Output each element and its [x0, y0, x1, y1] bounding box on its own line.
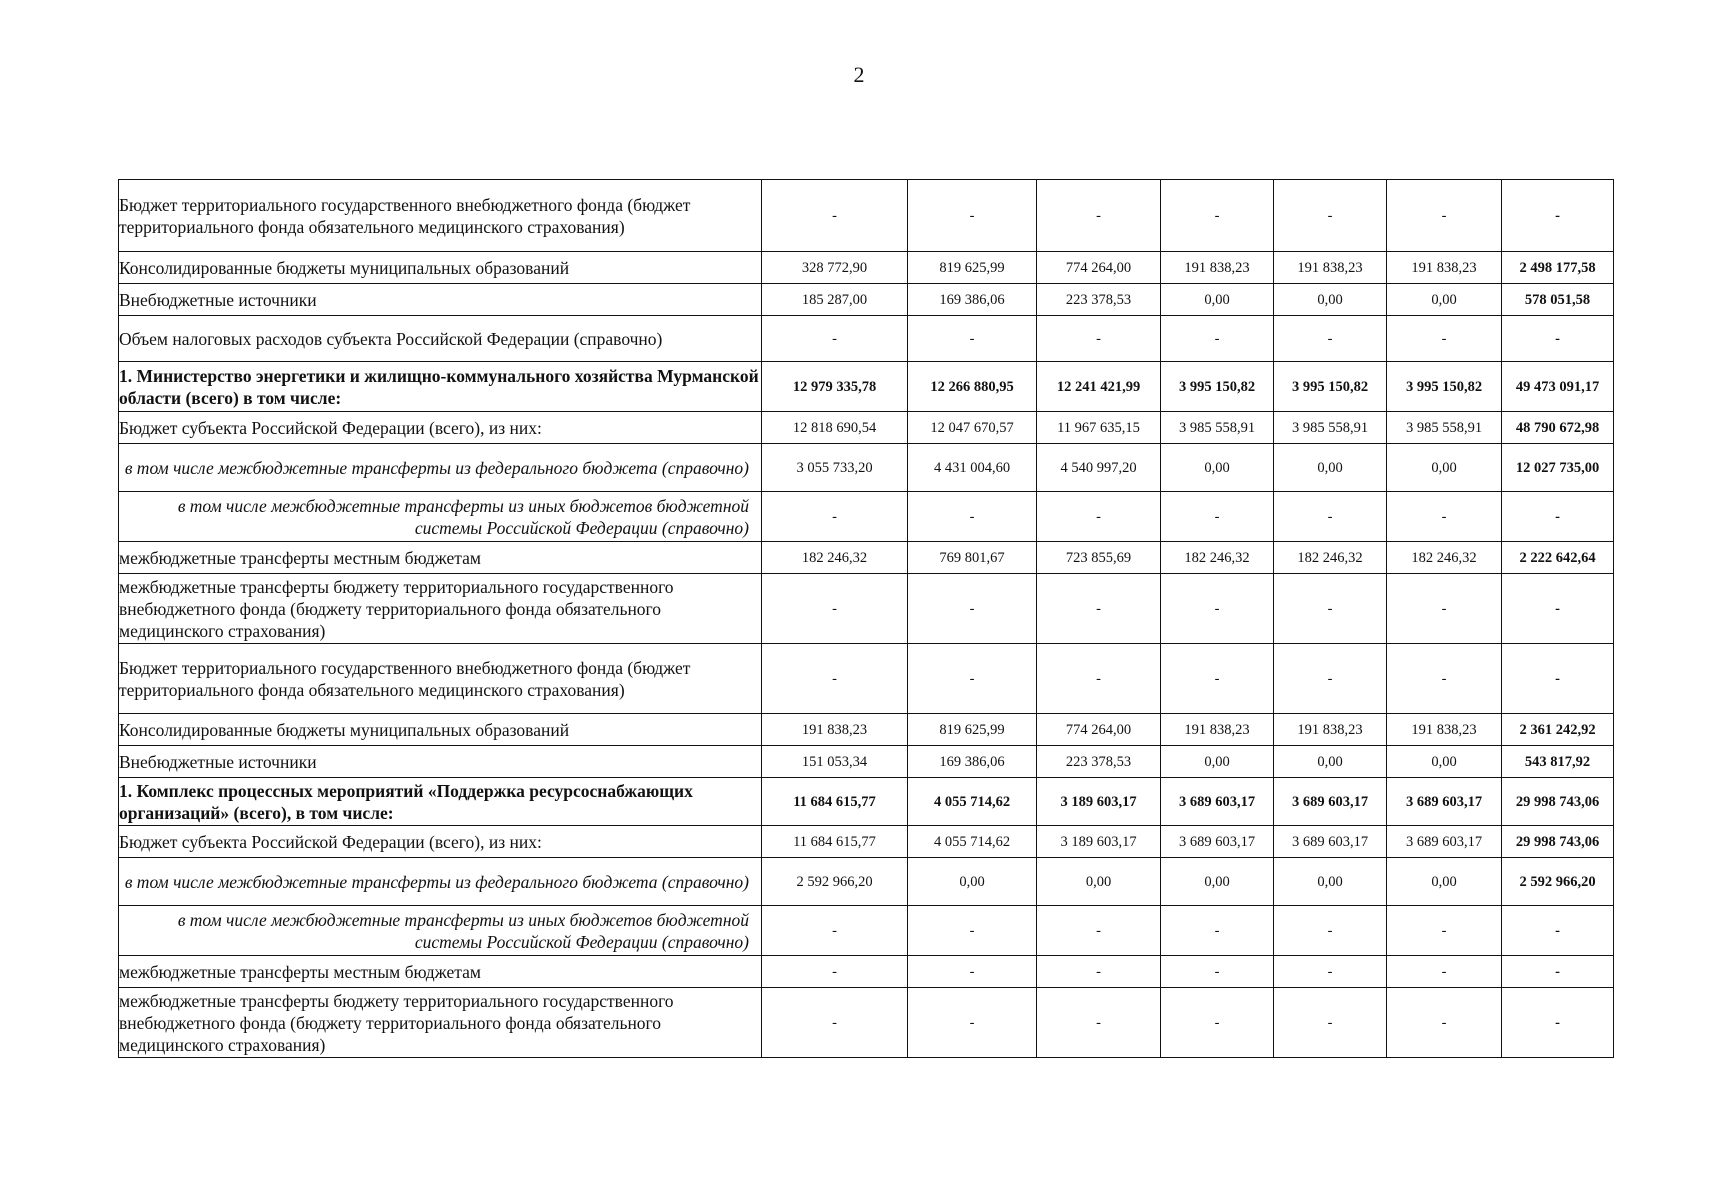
value-cell: -	[1037, 988, 1161, 1058]
value-cell: -	[908, 988, 1037, 1058]
value-cell: 723 855,69	[1037, 542, 1161, 574]
row-label: Бюджет территориального государственного внебюджетного фонда (бюджет территориального фонда обязательного медицинского страхования)	[119, 180, 762, 252]
value-cell: 182 246,32	[1161, 542, 1274, 574]
total-cell: 12 027 735,00	[1502, 444, 1614, 492]
table-row	[119, 858, 1614, 906]
table-row	[119, 180, 1614, 252]
value-cell: -	[762, 956, 908, 988]
value-cell: -	[908, 644, 1037, 714]
table-row	[119, 284, 1614, 316]
table-row	[119, 826, 1614, 858]
value-cell: -	[1037, 316, 1161, 362]
row-label: в том числе межбюджетные трансферты из иных бюджетов бюджетной системы Российской Федерации (справочно)	[119, 906, 762, 956]
table-row	[119, 574, 1614, 644]
total-cell: -	[1502, 988, 1614, 1058]
value-cell: -	[1037, 574, 1161, 644]
total-cell: 29 998 743,06	[1502, 778, 1614, 826]
value-cell: 4 540 997,20	[1037, 444, 1161, 492]
value-cell: -	[908, 316, 1037, 362]
total-cell: 543 817,92	[1502, 746, 1614, 778]
value-cell: 11 684 615,77	[762, 778, 908, 826]
value-cell: 3 985 558,91	[1387, 412, 1502, 444]
total-cell: 2 498 177,58	[1502, 252, 1614, 284]
table-row	[119, 444, 1614, 492]
table-row	[119, 778, 1614, 826]
value-cell: 0,00	[1161, 444, 1274, 492]
value-cell: 223 378,53	[1037, 284, 1161, 316]
total-cell: -	[1502, 906, 1614, 956]
value-cell: 191 838,23	[1387, 714, 1502, 746]
value-cell: -	[1037, 180, 1161, 252]
value-cell: -	[1274, 180, 1387, 252]
value-cell: -	[1387, 180, 1502, 252]
value-cell: -	[1037, 906, 1161, 956]
row-label: 1. Комплекс процессных мероприятий «Поддержка ресурсоснабжающих организаций» (всего), в том числе:	[119, 778, 762, 826]
value-cell: 182 246,32	[1274, 542, 1387, 574]
value-cell: 191 838,23	[1387, 252, 1502, 284]
total-cell: 29 998 743,06	[1502, 826, 1614, 858]
value-cell: -	[1274, 906, 1387, 956]
value-cell: 0,00	[1037, 858, 1161, 906]
value-cell: 3 055 733,20	[762, 444, 908, 492]
row-label: межбюджетные трансферты местным бюджетам	[119, 542, 762, 574]
row-label: Консолидированные бюджеты муниципальных образований	[119, 714, 762, 746]
row-label: 1. Министерство энергетики и жилищно-коммунального хозяйства Мурманской области (всего) в том числе:	[119, 362, 762, 412]
table-row	[119, 956, 1614, 988]
value-cell: 819 625,99	[908, 252, 1037, 284]
total-cell: -	[1502, 316, 1614, 362]
row-label: в том числе межбюджетные трансферты из федерального бюджета (справочно)	[119, 858, 762, 906]
value-cell: -	[762, 180, 908, 252]
row-label: в том числе межбюджетные трансферты из иных бюджетов бюджетной системы Российской Федерации (справочно)	[119, 492, 762, 542]
row-label: межбюджетные трансферты бюджету территориального государственного внебюджетного фонда (бюджету территориального фонда обязательного медицинского страхования)	[119, 988, 762, 1058]
table-row	[119, 252, 1614, 284]
value-cell: -	[908, 574, 1037, 644]
value-cell: -	[1161, 906, 1274, 956]
value-cell: 4 431 004,60	[908, 444, 1037, 492]
value-cell: -	[1387, 316, 1502, 362]
table-row	[119, 746, 1614, 778]
value-cell: 0,00	[1387, 284, 1502, 316]
value-cell: -	[1274, 988, 1387, 1058]
table-row	[119, 316, 1614, 362]
value-cell: 0,00	[1387, 444, 1502, 492]
value-cell: 3 689 603,17	[1161, 826, 1274, 858]
table-row	[119, 988, 1614, 1058]
value-cell: -	[1387, 644, 1502, 714]
value-cell: 0,00	[1274, 444, 1387, 492]
value-cell: -	[908, 180, 1037, 252]
table-row	[119, 412, 1614, 444]
value-cell: -	[1274, 316, 1387, 362]
value-cell: 3 985 558,91	[1161, 412, 1274, 444]
value-cell: -	[908, 956, 1037, 988]
value-cell: 191 838,23	[1161, 714, 1274, 746]
value-cell: 11 967 635,15	[1037, 412, 1161, 444]
value-cell: -	[1387, 988, 1502, 1058]
value-cell: -	[762, 988, 908, 1058]
table-row	[119, 492, 1614, 542]
row-label: Внебюджетные источники	[119, 284, 762, 316]
table-row	[119, 542, 1614, 574]
table-row	[119, 644, 1614, 714]
value-cell: -	[1387, 906, 1502, 956]
value-cell: 328 772,90	[762, 252, 908, 284]
row-label: межбюджетные трансферты бюджету территориального государственного внебюджетного фонда (бюджету территориального фонда обязательного медицинского страхования)	[119, 574, 762, 644]
value-cell: -	[1274, 574, 1387, 644]
value-cell: -	[1161, 180, 1274, 252]
value-cell: 2 592 966,20	[762, 858, 908, 906]
value-cell: -	[762, 492, 908, 542]
total-cell: 2 592 966,20	[1502, 858, 1614, 906]
total-cell: -	[1502, 574, 1614, 644]
row-label: Бюджет субъекта Российской Федерации (всего), из них:	[119, 412, 762, 444]
row-label: Бюджет территориального государственного внебюджетного фонда (бюджет территориального фонда обязательного медицинского страхования)	[119, 644, 762, 714]
row-label: Объем налоговых расходов субъекта Российской Федерации (справочно)	[119, 316, 762, 362]
value-cell: -	[1037, 644, 1161, 714]
value-cell: 182 246,32	[1387, 542, 1502, 574]
table-row	[119, 362, 1614, 412]
total-cell: -	[1502, 644, 1614, 714]
value-cell: 0,00	[1274, 284, 1387, 316]
table-body	[119, 180, 1614, 1058]
value-cell: -	[1387, 956, 1502, 988]
value-cell: -	[1161, 988, 1274, 1058]
value-cell: 11 684 615,77	[762, 826, 908, 858]
value-cell: 774 264,00	[1037, 714, 1161, 746]
value-cell: 3 689 603,17	[1387, 826, 1502, 858]
value-cell: -	[762, 644, 908, 714]
value-cell: 3 995 150,82	[1274, 362, 1387, 412]
total-cell: 2 361 242,92	[1502, 714, 1614, 746]
total-cell: 578 051,58	[1502, 284, 1614, 316]
value-cell: -	[908, 492, 1037, 542]
value-cell: 3 689 603,17	[1387, 778, 1502, 826]
value-cell: 3 689 603,17	[1161, 778, 1274, 826]
value-cell: 0,00	[908, 858, 1037, 906]
value-cell: 191 838,23	[1161, 252, 1274, 284]
value-cell: -	[762, 906, 908, 956]
table-row	[119, 906, 1614, 956]
value-cell: -	[1161, 574, 1274, 644]
row-label: Внебюджетные источники	[119, 746, 762, 778]
value-cell: 151 053,34	[762, 746, 908, 778]
value-cell: -	[1274, 644, 1387, 714]
value-cell: 819 625,99	[908, 714, 1037, 746]
table-row	[119, 714, 1614, 746]
value-cell: 191 838,23	[1274, 714, 1387, 746]
value-cell: 0,00	[1161, 284, 1274, 316]
total-cell: -	[1502, 180, 1614, 252]
page-number: 2	[853, 62, 865, 87]
value-cell: 4 055 714,62	[908, 826, 1037, 858]
value-cell: 0,00	[1161, 746, 1274, 778]
value-cell: 769 801,67	[908, 542, 1037, 574]
value-cell: 0,00	[1387, 858, 1502, 906]
value-cell: 182 246,32	[762, 542, 908, 574]
value-cell: 169 386,06	[908, 746, 1037, 778]
total-cell: 48 790 672,98	[1502, 412, 1614, 444]
value-cell: 3 689 603,17	[1274, 826, 1387, 858]
value-cell: -	[762, 574, 908, 644]
total-cell: 2 222 642,64	[1502, 542, 1614, 574]
value-cell: -	[1161, 644, 1274, 714]
row-label: Консолидированные бюджеты муниципальных образований	[119, 252, 762, 284]
value-cell: 191 838,23	[1274, 252, 1387, 284]
value-cell: 12 241 421,99	[1037, 362, 1161, 412]
value-cell: -	[1161, 492, 1274, 542]
value-cell: 223 378,53	[1037, 746, 1161, 778]
value-cell: 12 047 670,57	[908, 412, 1037, 444]
value-cell: 4 055 714,62	[908, 778, 1037, 826]
value-cell: -	[1274, 492, 1387, 542]
total-cell: -	[1502, 492, 1614, 542]
value-cell: -	[1037, 492, 1161, 542]
value-cell: 3 689 603,17	[1274, 778, 1387, 826]
value-cell: -	[762, 316, 908, 362]
value-cell: -	[1387, 492, 1502, 542]
value-cell: 0,00	[1274, 746, 1387, 778]
value-cell: 12 979 335,78	[762, 362, 908, 412]
value-cell: 3 995 150,82	[1387, 362, 1502, 412]
value-cell: -	[1037, 956, 1161, 988]
value-cell: -	[1274, 956, 1387, 988]
value-cell: -	[1387, 574, 1502, 644]
value-cell: 0,00	[1274, 858, 1387, 906]
value-cell: 12 818 690,54	[762, 412, 908, 444]
row-label: в том числе межбюджетные трансферты из федерального бюджета (справочно)	[119, 444, 762, 492]
row-label: Бюджет субъекта Российской Федерации (всего), из них:	[119, 826, 762, 858]
value-cell: 3 985 558,91	[1274, 412, 1387, 444]
value-cell: 191 838,23	[762, 714, 908, 746]
value-cell: -	[1161, 316, 1274, 362]
value-cell: 12 266 880,95	[908, 362, 1037, 412]
total-cell: -	[1502, 956, 1614, 988]
value-cell: 774 264,00	[1037, 252, 1161, 284]
value-cell: 0,00	[1387, 746, 1502, 778]
value-cell: 0,00	[1161, 858, 1274, 906]
budget-table	[118, 179, 1614, 1058]
value-cell: 3 189 603,17	[1037, 826, 1161, 858]
row-label: межбюджетные трансферты местным бюджетам	[119, 956, 762, 988]
value-cell: 185 287,00	[762, 284, 908, 316]
value-cell: 3 995 150,82	[1161, 362, 1274, 412]
value-cell: -	[1161, 956, 1274, 988]
total-cell: 49 473 091,17	[1502, 362, 1614, 412]
value-cell: 3 189 603,17	[1037, 778, 1161, 826]
value-cell: -	[908, 906, 1037, 956]
value-cell: 169 386,06	[908, 284, 1037, 316]
